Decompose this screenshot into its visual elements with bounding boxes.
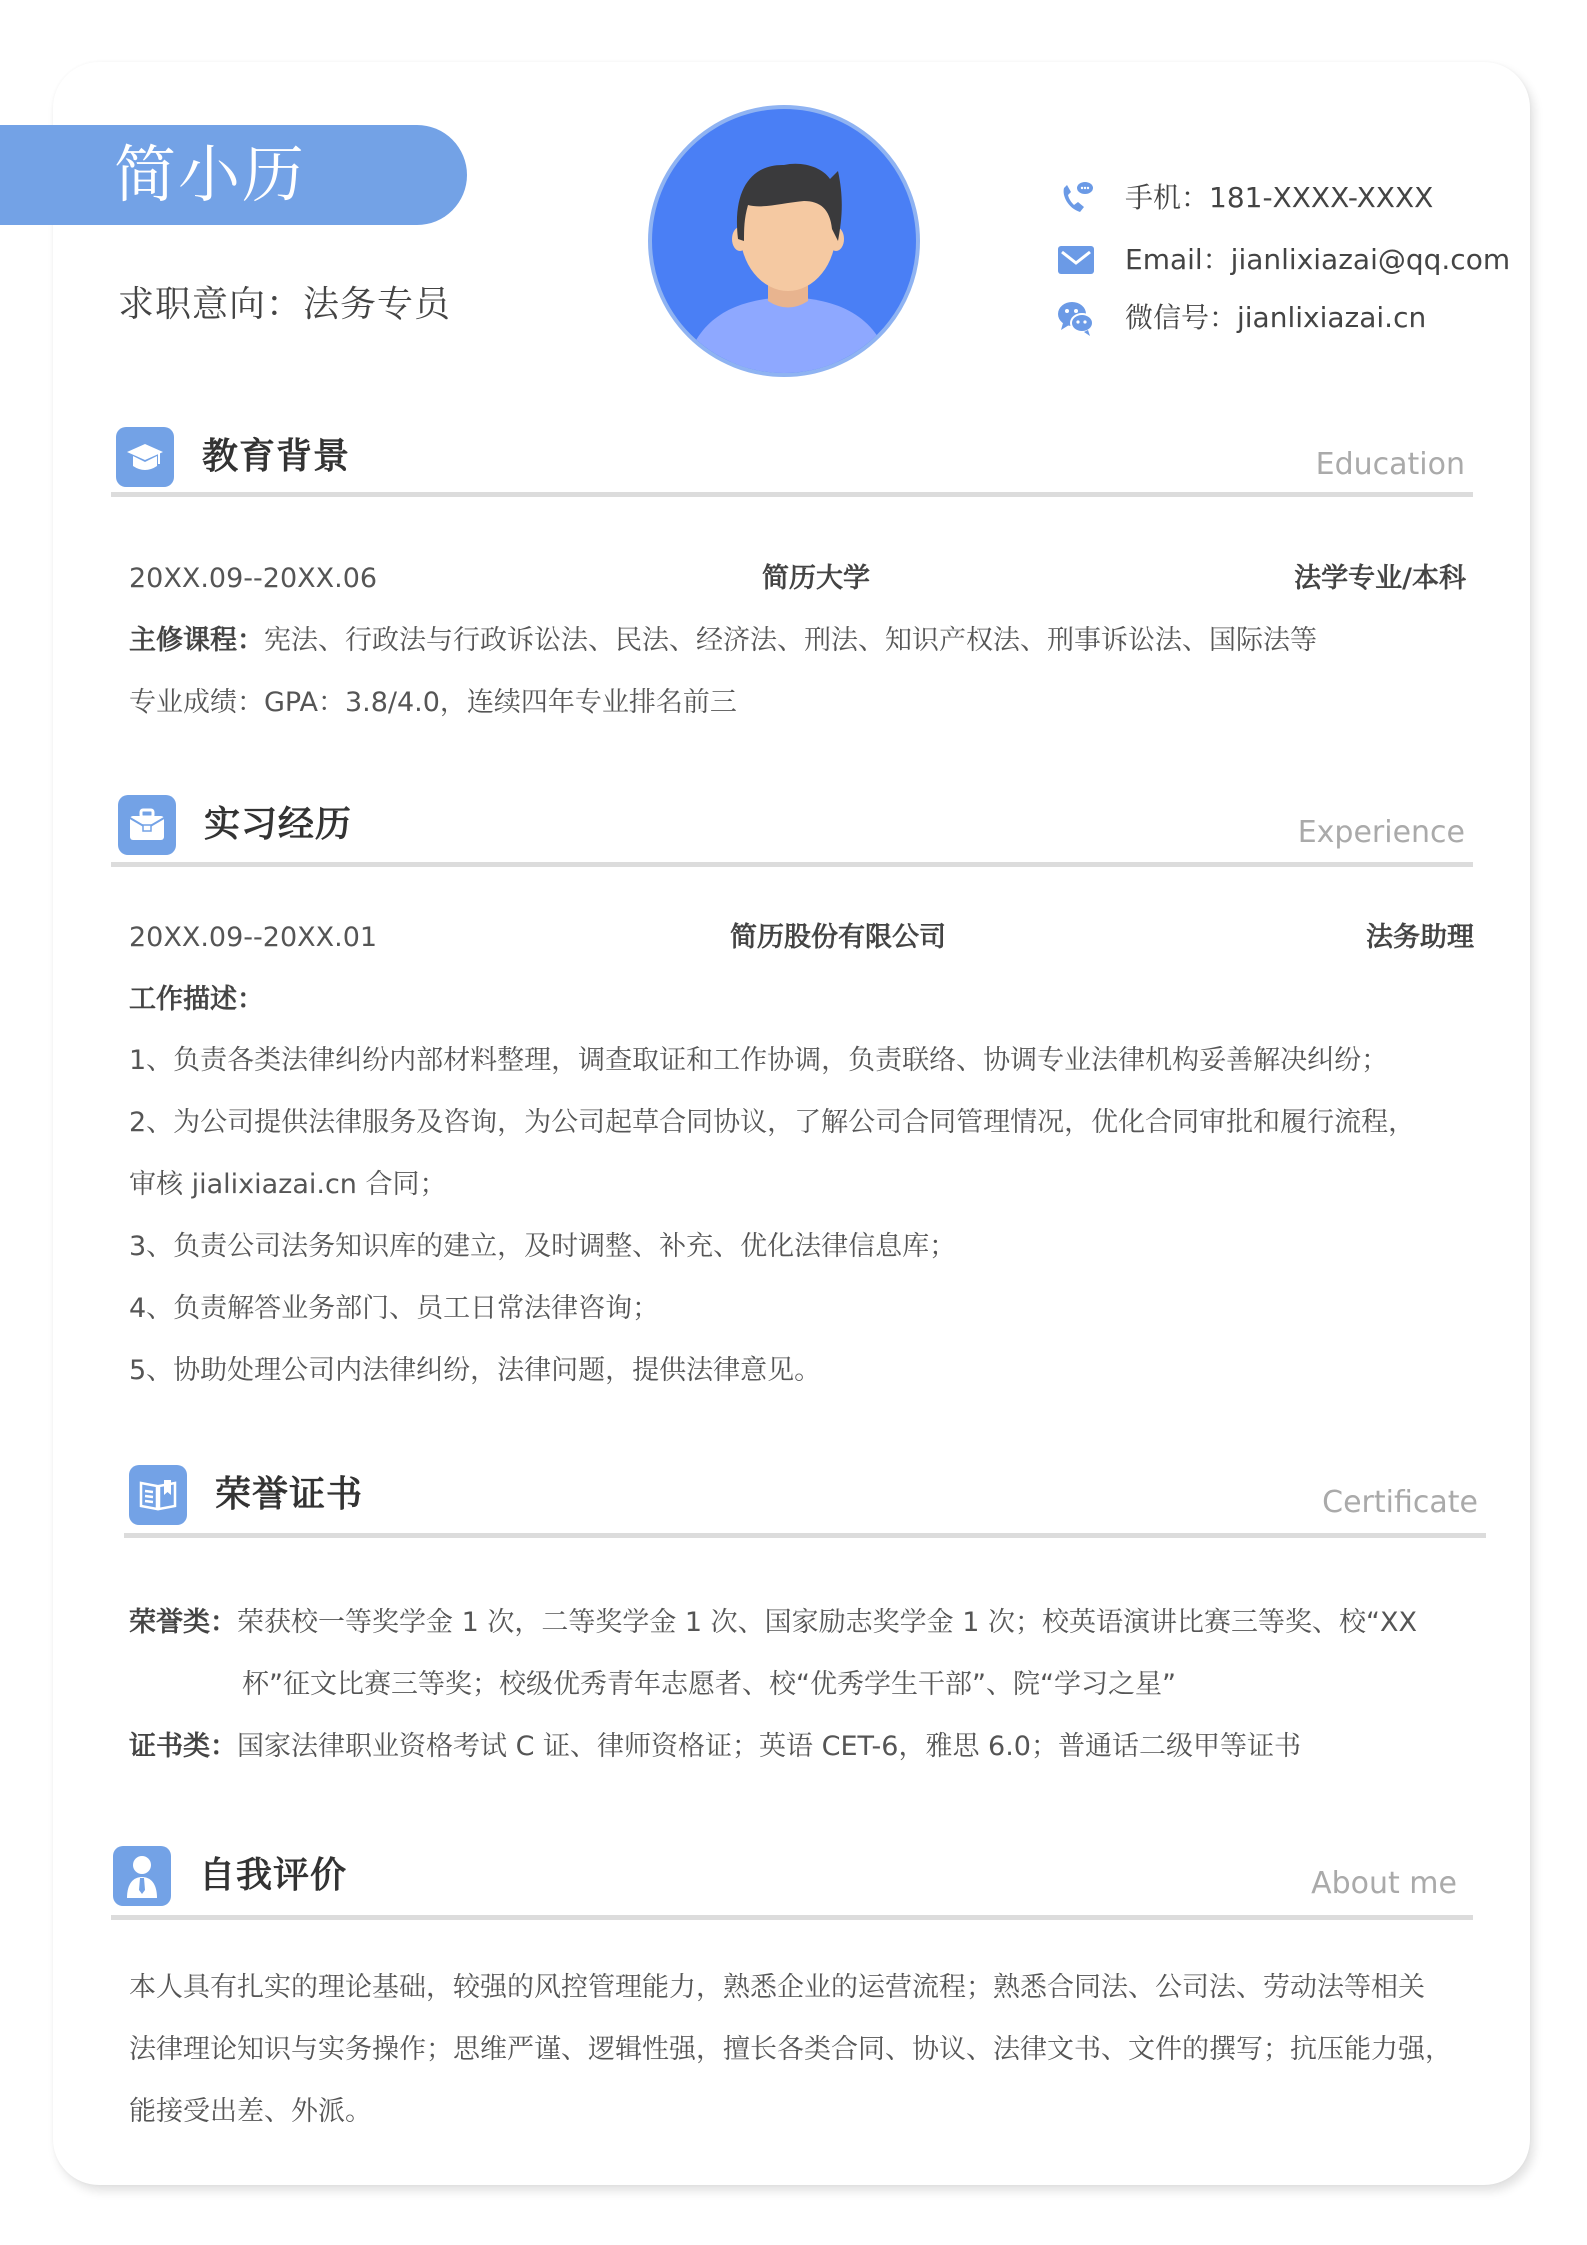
experience-line: 审核 jialixiazai.cn 合同； xyxy=(129,1169,447,1200)
section-header-about xyxy=(113,1846,1465,1916)
courses-text: 宪法、行政法与行政诉讼法、民法、经济法、刑法、知识产权法、刑事诉讼法、国际法等 xyxy=(264,625,1317,656)
contact-phone xyxy=(1057,176,1517,220)
job-intent: 求职意向：法务专员 xyxy=(118,284,452,325)
cert-label: 证书类： xyxy=(129,1731,237,1762)
avatar xyxy=(648,105,920,377)
experience-line: 2、为公司提供法律服务及咨询，为公司起草合同协议，了解公司合同管理情况，优化合同审批和履行流程， xyxy=(129,1107,1416,1138)
cert-row xyxy=(129,1727,1301,1767)
section-divider xyxy=(111,862,1473,867)
education-major: 法学专业/本科 xyxy=(1294,563,1466,594)
name-banner xyxy=(0,125,467,225)
person-avatar-icon xyxy=(652,109,920,377)
wechat-icon xyxy=(1057,299,1095,337)
phone-icon xyxy=(1057,179,1095,217)
section-title: 教育背景 xyxy=(202,436,351,477)
education-grades: 专业成绩：GPA：3.8/4.0，连续四年专业排名前三 xyxy=(129,687,737,718)
cert-text: 国家法律职业资格考试 C 证、律师资格证；英语 CET-6，雅思 6.0；普通话二级甲等证书 xyxy=(237,1731,1301,1762)
experience-period: 20XX.09--20XX.01 xyxy=(129,922,378,953)
section-divider xyxy=(124,1533,1486,1538)
section-title: 荣誉证书 xyxy=(215,1474,364,1515)
experience-line: 1、负责各类法律纠纷内部材料整理，调查取证和工作协调，负责联络、协调专业法律机构妥善解决纠纷； xyxy=(129,1045,1389,1076)
contact-email xyxy=(1057,238,1517,282)
section-title: 自我评价 xyxy=(199,1855,348,1896)
education-period: 20XX.09--20XX.06 xyxy=(129,563,378,594)
section-subtitle: Experience xyxy=(1297,815,1465,850)
experience-desc-label: 工作描述： xyxy=(129,984,264,1015)
phone-text: 手机：181-XXXX-XXXX xyxy=(1125,181,1434,214)
contact-wechat xyxy=(1057,296,1517,340)
section-divider xyxy=(111,1915,1473,1920)
honor-row xyxy=(129,1603,1417,1643)
briefcase-icon xyxy=(118,795,176,855)
experience-position: 法务助理 xyxy=(1366,922,1474,953)
experience-company: 简历股份有限公司 xyxy=(730,922,946,953)
section-header-education xyxy=(116,427,1473,497)
email-icon xyxy=(1057,241,1095,279)
experience-line: 4、负责解答业务部门、员工日常法律咨询； xyxy=(129,1293,660,1324)
about-line: 能接受出差、外派。 xyxy=(129,2096,372,2127)
education-school: 简历大学 xyxy=(762,563,870,594)
person-tie-icon xyxy=(113,1846,171,1906)
about-line: 法律理论知识与实务操作；思维严谨、逻辑性强，擅长各类合同、协议、法律文书、文件的撰写；抗压能力强， xyxy=(129,2034,1452,2065)
honor-row-continued: 杯”征文比赛三等奖；校级优秀青年志愿者、校“优秀学生干部”、院“学习之星” xyxy=(242,1669,1176,1700)
section-header-experience xyxy=(118,795,1473,865)
honor-text: 荣获校一等奖学金 1 次，二等奖学金 1 次、国家励志奖学金 1 次；校英语演讲比赛三等奖、校“XX xyxy=(237,1607,1418,1638)
section-subtitle: About me xyxy=(1311,1866,1457,1901)
graduation-cap-icon xyxy=(116,427,174,487)
section-title: 实习经历 xyxy=(204,804,353,845)
section-header-certificate xyxy=(129,1465,1486,1535)
about-line: 本人具有扎实的理论基础，较强的风控管理能力，熟悉企业的运营流程；熟悉合同法、公司法、劳动法等相关 xyxy=(129,1972,1425,2003)
education-courses xyxy=(129,621,1317,661)
section-subtitle: Education xyxy=(1315,447,1465,482)
open-book-icon xyxy=(129,1465,187,1525)
wechat-text: 微信号：jianlixiazai.cn xyxy=(1125,301,1427,334)
experience-line: 3、负责公司法务知识库的建立，及时调整、补充、优化法律信息库； xyxy=(129,1231,957,1262)
email-text[interactable]: Email：jianlixiazai@qq.com xyxy=(1125,243,1511,276)
section-subtitle: Certificate xyxy=(1322,1485,1478,1520)
courses-label: 主修课程： xyxy=(129,625,264,656)
candidate-name: 简小历 xyxy=(114,138,307,211)
honor-label: 荣誉类： xyxy=(129,1607,237,1638)
section-divider xyxy=(111,492,1473,497)
experience-line: 5、协助处理公司内法律纠纷，法律问题，提供法律意见。 xyxy=(129,1355,822,1386)
